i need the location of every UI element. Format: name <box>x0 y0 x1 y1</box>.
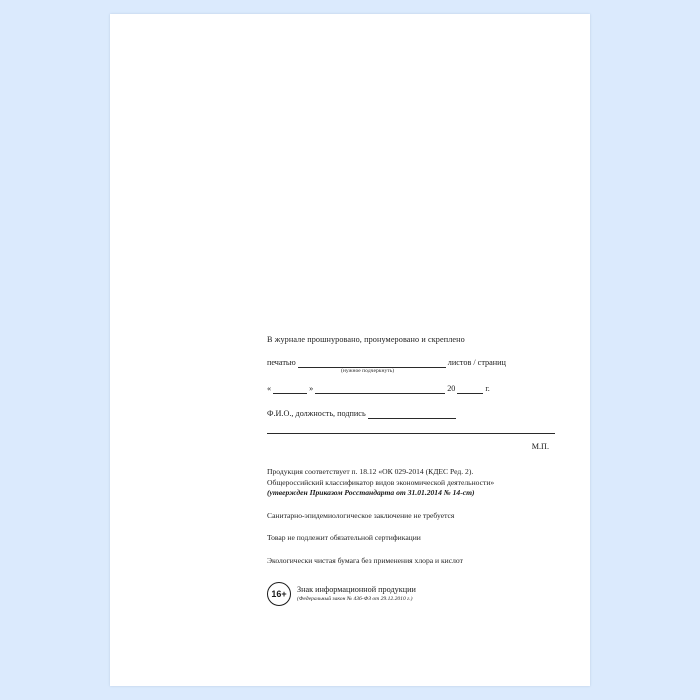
year-suffix: г. <box>485 384 490 393</box>
year-fill-rule[interactable] <box>457 384 483 394</box>
sealing-intro-line: В журнале прошнуровано, пронумеровано и скреплено <box>267 335 465 344</box>
quote-open: « <box>267 384 272 393</box>
cert-line-5: Товар не подлежит обязательной сертификации <box>267 533 421 542</box>
signature-label: Ф.И.О., должность, подпись <box>267 409 366 418</box>
quote-close: » <box>309 384 314 393</box>
document-page <box>110 14 590 686</box>
signature-fill-rule[interactable] <box>368 409 456 419</box>
sheets-underline-note: (нужное подчеркнуть) <box>341 368 395 374</box>
year-prefix: 20 <box>447 384 456 393</box>
age-mark-block <box>267 582 555 606</box>
day-fill-rule[interactable] <box>273 384 307 394</box>
signature-continuation-rule[interactable] <box>267 423 555 434</box>
date-row <box>267 383 555 394</box>
stamp-place-label: М.П. <box>531 442 549 451</box>
age-mark-title: Знак информационной продукции <box>297 585 416 594</box>
sheets-label: листов / страниц <box>447 358 506 367</box>
age-mark-text <box>297 585 416 603</box>
age-rating-icon: 16+ <box>267 582 291 606</box>
signature-row <box>267 408 555 419</box>
age-mark-law: (Федеральный закон № 436-ФЗ от 29.12.2010 г.) <box>297 596 413 602</box>
cert-line-3: (утвержден Приказом Росстандарта от 31.01.2014 № 14-ст) <box>267 488 475 497</box>
cert-line-2: Общероссийский классификатор видов экономической деятельности» <box>267 477 495 487</box>
cert-line-1: Продукция соответствует п. 18.12 «ОК 029-2014 (КДЕС Ред. 2). <box>267 467 474 476</box>
cert-line-4: Санитарно-эпидемиологическое заключение не требуется <box>267 510 455 520</box>
month-fill-rule[interactable] <box>315 384 445 394</box>
seal-label: печатью <box>267 358 296 367</box>
document-text-block <box>267 334 555 606</box>
cert-line-6: Экологически чистая бумага без применения хлора и кислот <box>267 555 463 565</box>
seal-sheets-row <box>267 357 555 368</box>
seal-fill-rule[interactable] <box>298 358 446 368</box>
